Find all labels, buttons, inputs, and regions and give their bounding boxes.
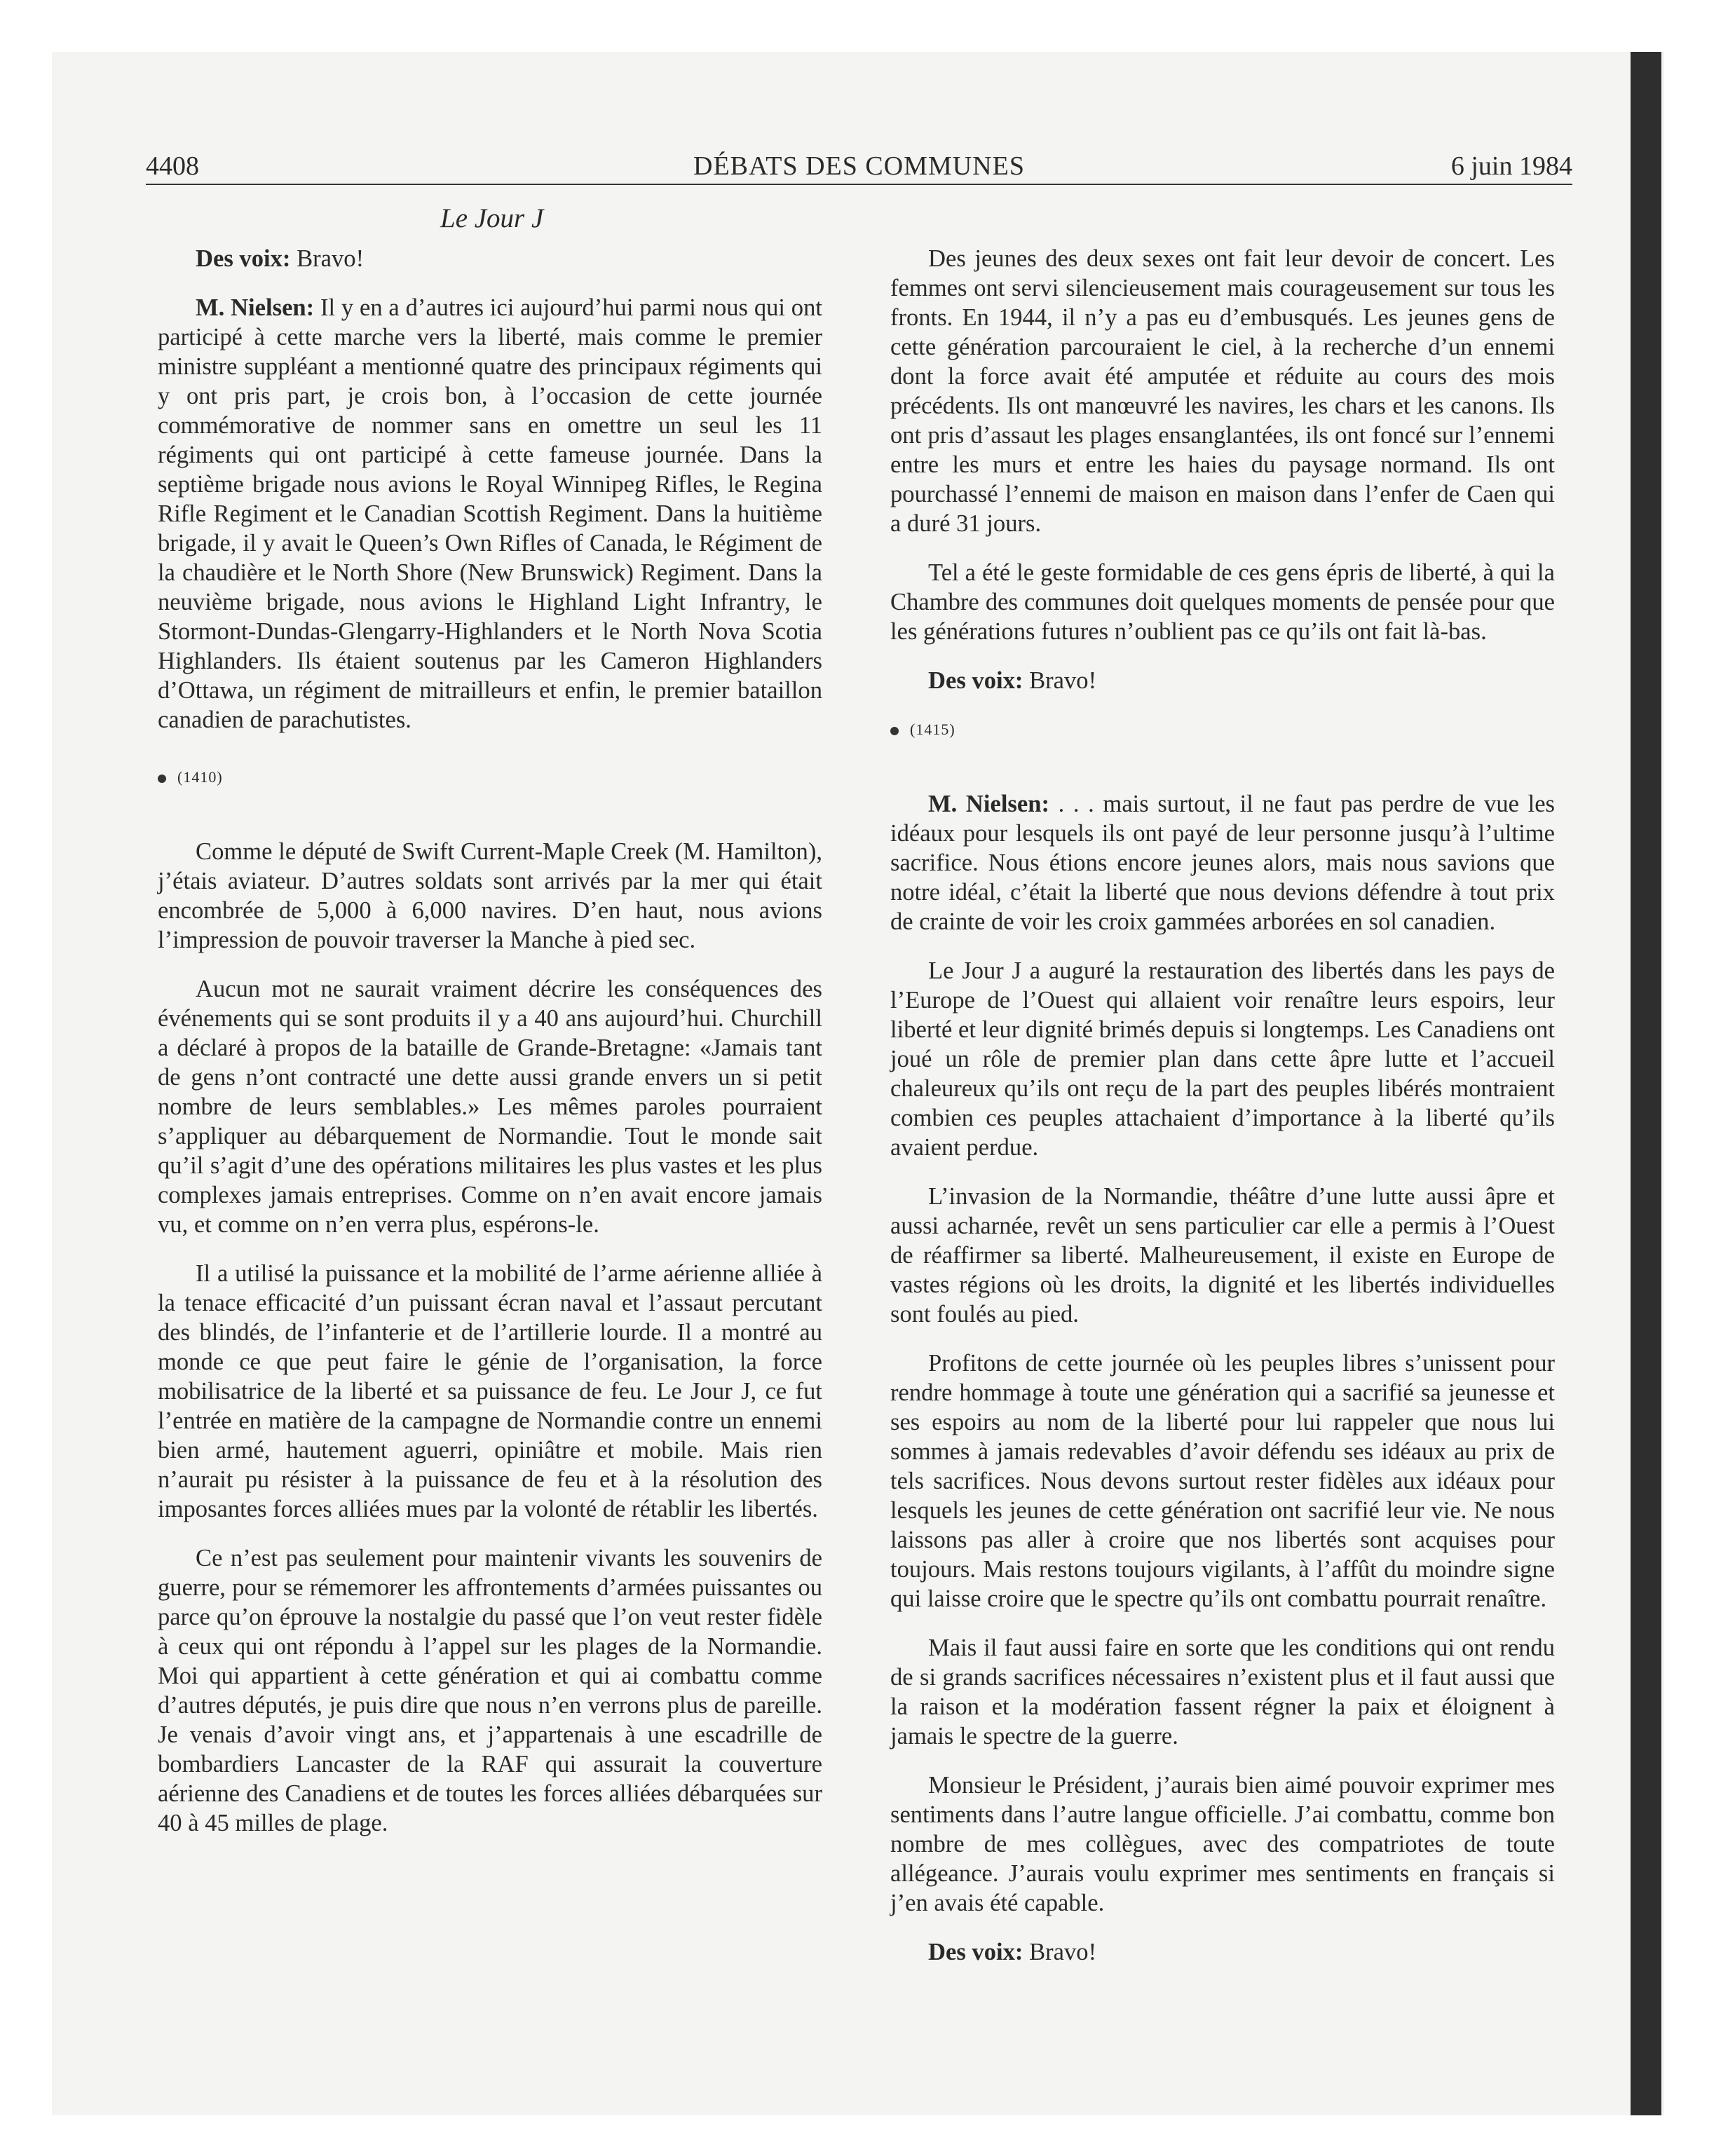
subject-heading: Le Jour J: [440, 203, 544, 233]
left-column: [158, 244, 822, 1857]
page-header: [146, 149, 1572, 184]
page-date: 6 juin 1984: [1450, 151, 1572, 181]
speech-paragraph: Monsieur le Président, j’aurais bien aimé pouvoir exprimer mes sentiments dans l’autre langue officielle. J’ai combattu, comme bon nombre de mes collègues, avec des compatriotes de toute allégeance. J’aurais voulu exprimer mes sentiments en français si j’en avais été capable.: [890, 1772, 1555, 1916]
time-marker-label: (1415): [910, 721, 955, 738]
speech-paragraph: Des jeunes des deux sexes ont fait leur devoir de concert. Les femmes ont servi silencieusement mais courageusement sur tous les fronts. En 1944, il n’y a pas eu d’embusqués. Les jeunes gens de cette génération parcouraient le ciel, à la recherche d’un ennemi dont la force avait été amputée et réduite au cours des mois précédents. Ils ont manœuvré les navires, les chars et les canons. Ils ont pris d’assaut les plages ensanglantées, ils ont foncé sur l’ennemi entre les murs et entre les haies du paysage normand. Ils ont pourchassé l’ennemi de maison en maison dans l’enfer de Caen qui a duré 31 jours.: [890, 245, 1555, 537]
speech-paragraph: Le Jour J a auguré la restauration des libertés dans les pays de l’Europe de l’Ouest qui allaient voir renaître leurs espoirs, leur liberté et leur dignité brimés depuis si longtemps. Les Canadiens ont joué un rôle de premier plan dans cette âpre lutte et l’accueil chaleureux qu’ils ont reçu de la part des peuples libérés montraient combien ces peuples attachaient d’importance à la liberté qu’ils avaient perdue.: [890, 957, 1555, 1161]
speech-paragraph: Il a utilisé la puissance et la mobilité de l’arme aérienne alliée à la tenace efficacité d’un puissant écran naval et l’assaut percutant des blindés, de l’infanterie et de l’artillerie lourde. Il a montré au monde ce que peut faire le génie de l’organisation, la force mobilisatrice de la liberté et sa puissance de feu. Le Jour J, ce fut l’entrée en matière de la campagne de Normandie contre un ennemi bien armé, hautement aguerri, opiniâtre et mobile. Mais rien n’aurait pu résister à la puissance de feu et à la résolution des imposantes forces alliées mues par la volonté de rétablir les libertés.: [158, 1260, 822, 1522]
speech-paragraph: Tel a été le geste formidable de ces gens épris de liberté, à qui la Chambre des communes doit quelques moments de pensée pour que les générations futures n’oublient pas ce qu’ils ont fait là-bas.: [890, 559, 1555, 645]
time-marker: [158, 763, 822, 792]
speech-paragraph: [158, 293, 822, 735]
speech-text: Bravo!: [1023, 667, 1097, 694]
speech-paragraph: [890, 789, 1555, 936]
speech-text: Bravo!: [290, 245, 365, 272]
speech-paragraph: Mais il faut aussi faire en sorte que les conditions qui ont rendu de si grands sacrifices nécessaires n’existent plus et il faut aussi que la raison et la modération fassent régner la paix et éloignent à jamais le spectre de la guerre.: [890, 1635, 1555, 1749]
speech-paragraph: L’invasion de la Normandie, théâtre d’une lutte aussi âpre et aussi acharnée, revêt un sens particulier car elle a permis à l’Ouest de réaffirmer sa liberté. Malheureusement, il existe en Europe de vastes régions où les droits, la dignité et les libertés individuelles sont foulés au pied.: [890, 1183, 1555, 1328]
bullet-icon: [890, 727, 899, 735]
page-number: 4408: [146, 151, 199, 181]
time-marker: [890, 715, 1555, 744]
time-marker-label: (1410): [177, 768, 223, 786]
interjection: [890, 1937, 1555, 1967]
speech-text: Bravo!: [1023, 1939, 1097, 1965]
speech-paragraph: Aucun mot ne saurait vraiment décrire les conséquences des événements qui se sont produits il y a 40 ans aujourd’hui. Churchill a déclaré à propos de la bataille de Grande-Bretagne: «Jamais tant de gens n’ont contracté une dette aussi grande envers un si petit nombre de leurs semblables.» Les mêmes paroles pourraient s’appliquer au débarquement de Normandie. Tout le monde sait qu’il s’agit d’une des opérations militaires les plus vastes et les plus complexes jamais entreprises. Comme on n’en avait encore jamais vu, et comme on n’en verra plus, espérons-le.: [158, 976, 822, 1238]
speaker-name: M. Nielsen:: [928, 791, 1049, 817]
header-rule: [146, 184, 1572, 185]
scan-edge-shadow: [1631, 52, 1661, 2115]
speech-text: Il y en a d’autres ici aujourd’hui parmi nous qui ont participé à cette marche vers la liberté, mais comme le premier ministre suppléant a mentionné quatre des principaux régiments qui y ont pris part, je crois bon, à l’occasion de cette journée commémorative de nommer sans en omettre un seul les 11 régiments qui ont participé à cette fameuse journée. Dans la septième brigade nous avions le Royal Winnipeg Rifles, le Regina Rifle Regiment et le Canadian Scottish Regiment. Dans la huitième brigade, il y avait le Queen’s Own Rifles of Canada, le Régiment de la chaudière et le North Shore (New Brunswick) Regiment. Dans la neuvième brigade, nous avions le Highland Light Infrantry, le Stormont-Dundas-Glengarry-Highlanders et le North Nova Scotia Highlanders. Ils étaient soutenus par les Cameron Highlanders d’Ottawa, un régiment de mitrailleurs et enfin, le premier bataillon canadien de parachutistes.: [158, 294, 822, 733]
bullet-icon: [158, 775, 166, 783]
publication-title: DÉBATS DES COMMUNES: [693, 151, 1025, 181]
speech-paragraph: Comme le député de Swift Current-Maple Creek (M. Hamilton), j’étais aviateur. D’autres soldats sont arrivés par la mer qui était encombrée de 5,000 à 6,000 navires. D’en haut, nous avions l’impression de pouvoir traverser la Manche à pied sec.: [158, 838, 822, 953]
interjection: [890, 666, 1555, 695]
speaker-name: Des voix:: [928, 667, 1023, 694]
speech-paragraph: Ce n’est pas seulement pour maintenir vivants les souvenirs de guerre, pour se rémemorer les affrontements d’armées puissantes ou parce qu’on éprouve la nostalgie du passé que l’on veut rester fidèle à ceux qui ont répondu à l’appel sur les plages de la Normandie. Moi qui appartient à cette génération et qui ai combattu comme d’autres députés, je puis dire que nous n’en verrons plus de pareille. Je venais d’avoir vingt ans, et j’appartenais à une escadrille de bombardiers Lancaster de la RAF qui assurait la couverture aérienne des Canadiens et de toutes les forces alliées débarquées sur 40 à 45 milles de plage.: [158, 1545, 822, 1836]
speech-paragraph: Profitons de cette journée où les peuples libres s’unissent pour rendre hommage à toute une génération qui a sacrifié sa jeunesse et ses espoirs au nom de la liberté pour lui rappeler que nous lui sommes à jamais redevables d’avoir défendu ses idéaux au prix de tels sacrifices. Nous devons surtout rester fidèles aux idéaux pour lesquels les jeunes de cette génération ont sacrifié leur vie. Ne nous laissons pas aller à croire que nos libertés sont acquises pour toujours. Mais restons toujours vigilants, à l’affût du moindre signe qui laisse croire que le spectre qu’ils ont combattu pourrait renaître.: [890, 1350, 1555, 1612]
speaker-name: Des voix:: [196, 245, 291, 272]
speaker-name: Des voix:: [928, 1939, 1023, 1965]
speech-text: . . . mais surtout, il ne faut pas perdre de vue les idéaux pour lesquels ils ont payé de leur personne jusqu’à l’ultime sacrifice. Nous étions encore jeunes alors, mais nous savions que notre idéal, c’était la liberté que nous devions défendre à tout prix de crainte de voir les croix gammées arborées en sol canadien.: [890, 791, 1556, 935]
interjection: [158, 244, 822, 273]
right-column: [890, 244, 1555, 1967]
speaker-name: M. Nielsen:: [196, 294, 315, 321]
